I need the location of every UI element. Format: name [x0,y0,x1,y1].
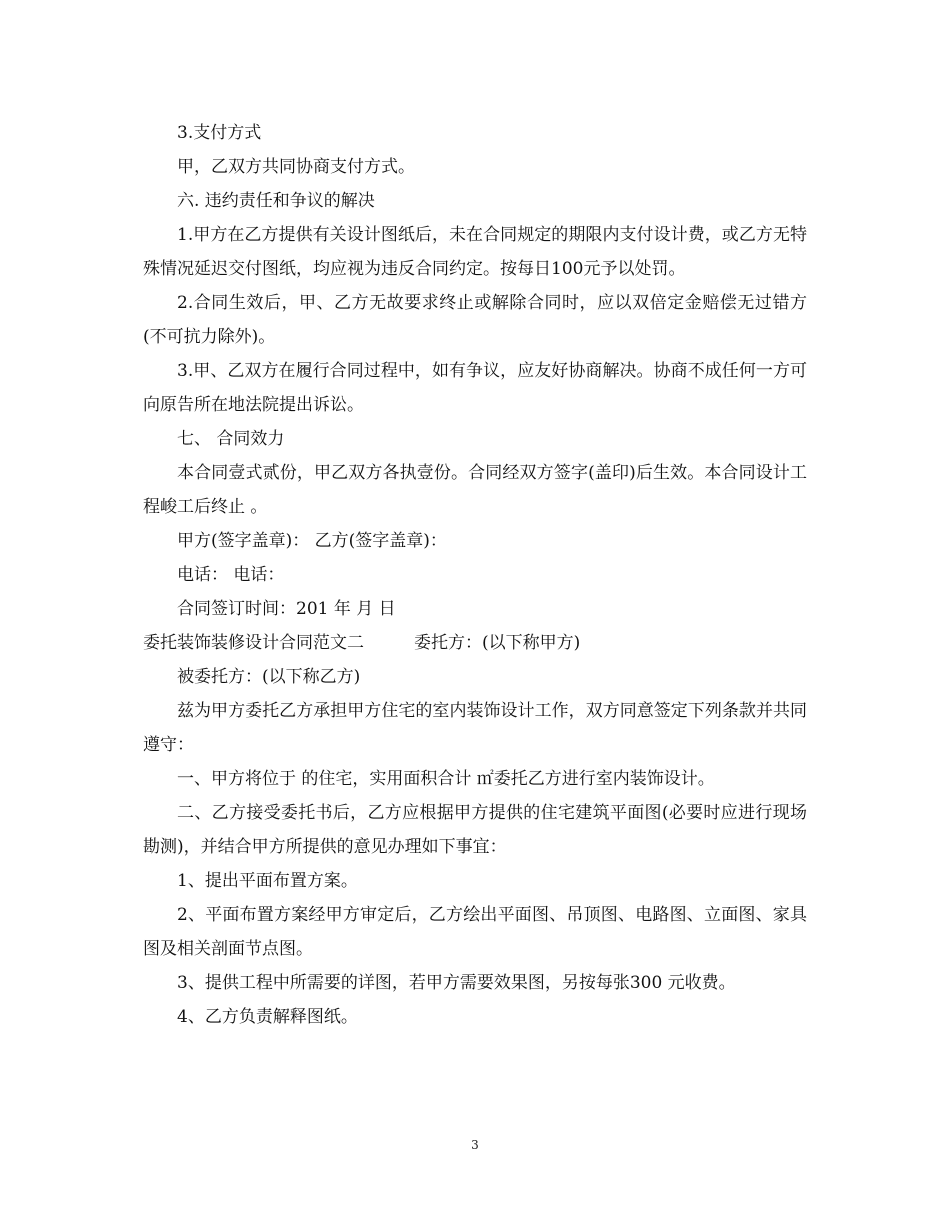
contract-title: 委托装饰装修设计合同范文二 [143,633,364,653]
signature-line: 甲方(签字盖章)： 乙方(签字盖章)： [177,531,447,551]
list-item: 1、提出平面布置方案。 [177,871,358,891]
section-heading: 七、 合同效力 [177,429,285,449]
paragraph: 3.甲、乙双方在履行合同过程中，如有争议，应友好协商解决。协商不成任何一方可向原告所在地法院提出诉讼。 [143,361,807,415]
client-party: 委托方：(以下称甲方) [414,633,581,653]
date-line: 合同签订时间：201 年 月 日 [177,599,396,619]
list-item: 4、乙方负责解释图纸。 [177,1007,358,1027]
paragraph: 2.合同生效后，甲、乙方无故要求终止或解除合同时，应以双倍定金赔偿无过错方(不可抗力除外)。 [143,293,807,347]
paragraph: 一、甲方将位于 的住宅，实用面积合计 ㎡委托乙方进行室内装饰设计。 [177,769,715,789]
paragraph: 甲，乙双方共同协商支付方式。 [177,157,415,177]
phone-line: 电话： 电话： [177,565,285,585]
page-number: 3 [471,1138,479,1152]
paragraph: 二、乙方接受委托书后，乙方应根据甲方提供的住宅建筑平面图(必要时应进行现场勘测)，并结合甲方所提供的意见办理如下事宜： [143,803,807,857]
section-heading: 六. 违约责任和争议的解决 [177,191,375,211]
paragraph: 1.甲方在乙方提供有关设计图纸后，未在合同规定的期限内支付设计费，或乙方无特殊情况延迟交付图纸，均应视为违反合同约定。按每日100元予以处罚。 [143,225,807,279]
paragraph: 兹为甲方委托乙方承担甲方住宅的室内装饰设计工作，双方同意签定下列条款并共同遵守： [143,701,807,755]
list-item: 2、平面布置方案经甲方审定后，乙方绘出平面图、吊顶图、电路图、立面图、家具图及相关剖面节点图。 [143,905,807,959]
list-item: 3、提供工程中所需要的详图，若甲方需要效果图，另按每张300 元收费。 [177,973,736,993]
document-body [143,116,807,1034]
contract-title-line [143,626,807,660]
paragraph: 本合同壹式贰份，甲乙双方各执壹份。合同经双方签字(盖印)后生效。本合同设计工程峻工后终止 。 [143,463,807,517]
paragraph: 被委托方：(以下称乙方) [177,667,361,687]
paragraph: 3.支付方式 [177,123,262,143]
